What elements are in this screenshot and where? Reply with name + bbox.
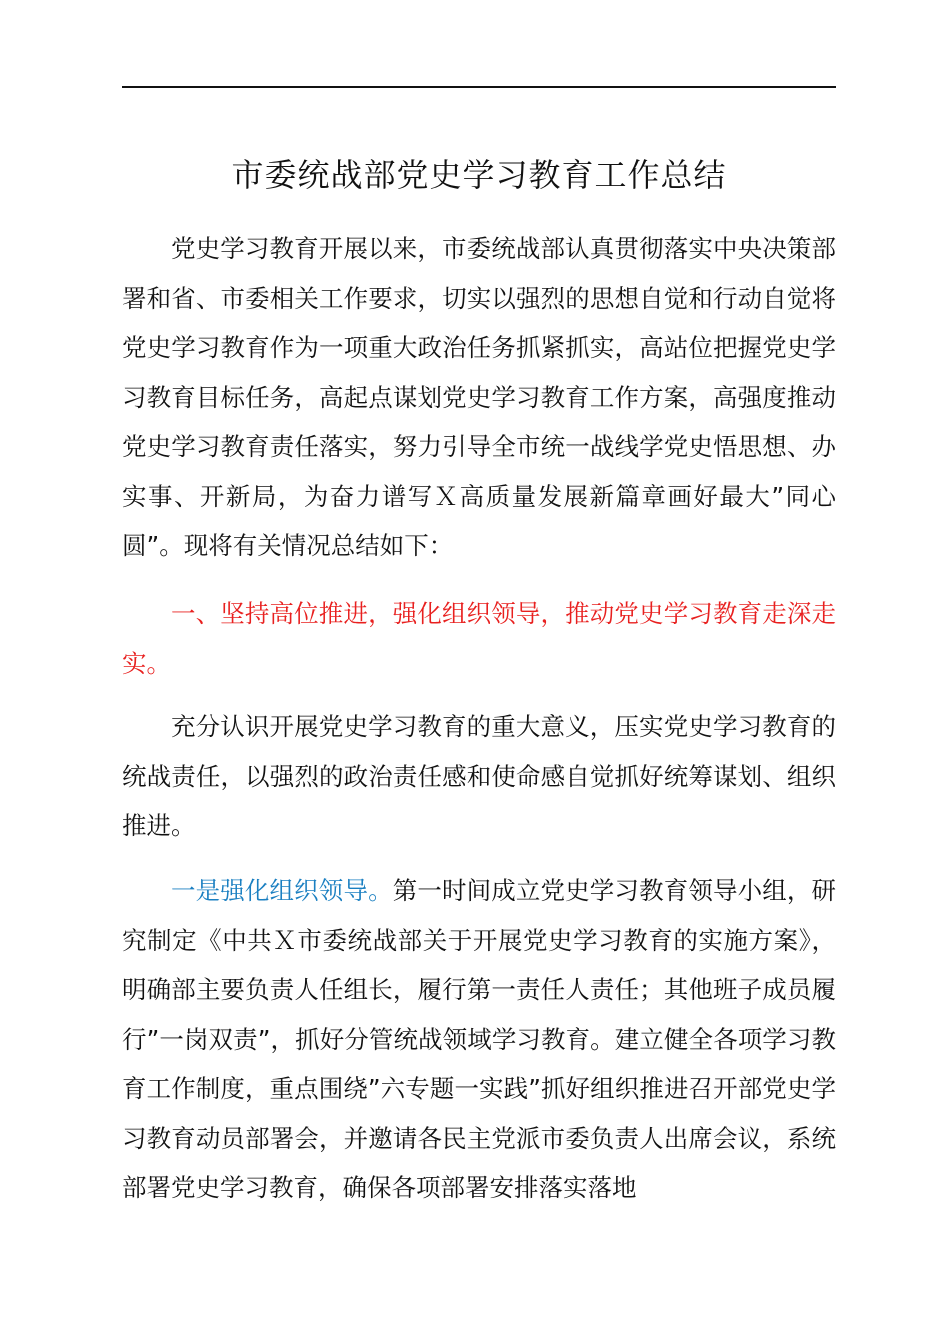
section-heading-1: 一、坚持高位推进，强化组织领导，推动党史学习教育走深走实。 xyxy=(122,599,836,678)
point-1-lead: 一是强化组织领导。 xyxy=(171,876,393,905)
point-1-paragraph xyxy=(122,866,836,1213)
header-rule xyxy=(122,86,836,88)
section-1-paragraph: 充分认识开展党史学习教育的重大意义，压实党史学习教育的统战责任，以强烈的政治责任感和使命感自觉抓好统筹谋划、组织推进。 xyxy=(122,712,836,840)
point-1-body: 第一时间成立党史学习教育领导小组，研究制定《中共Ｘ市委统战部关于开展党史学习教育的实施方案》，明确部主要负责人任组长，履行第一责任人责任；其他班子成员履行”一岗双责”，抓好分管统战领域学习教育。建立健全各项学习教育工作制度，重点围绕”六专题一实践”抓好组织推进召开部党史学习教育动员部署会，并邀请各民主党派市委负责人出席会议，系统部署党史学习教育，确保各项部署安排落实落地 xyxy=(122,876,837,1202)
document-title: 市委统战部党史学习教育工作总结 xyxy=(231,156,727,194)
intro-paragraph: 党史学习教育开展以来，市委统战部认真贯彻落实中央决策部署和省、市委相关工作要求，切实以强烈的思想自觉和行动自觉将党史学习教育作为一项重大政治任务抓紧抓实，高站位把握党史学习教育目标任务，高起点谋划党史学习教育工作方案，高强度推动党史学习教育责任落实，努力引导全市统一战线学党史悟思想、办实事、开新局，为奋力谱写Ｘ高质量发展新篇章画好最大”同心圆”。现将有关情况总结如下： xyxy=(122,234,836,560)
